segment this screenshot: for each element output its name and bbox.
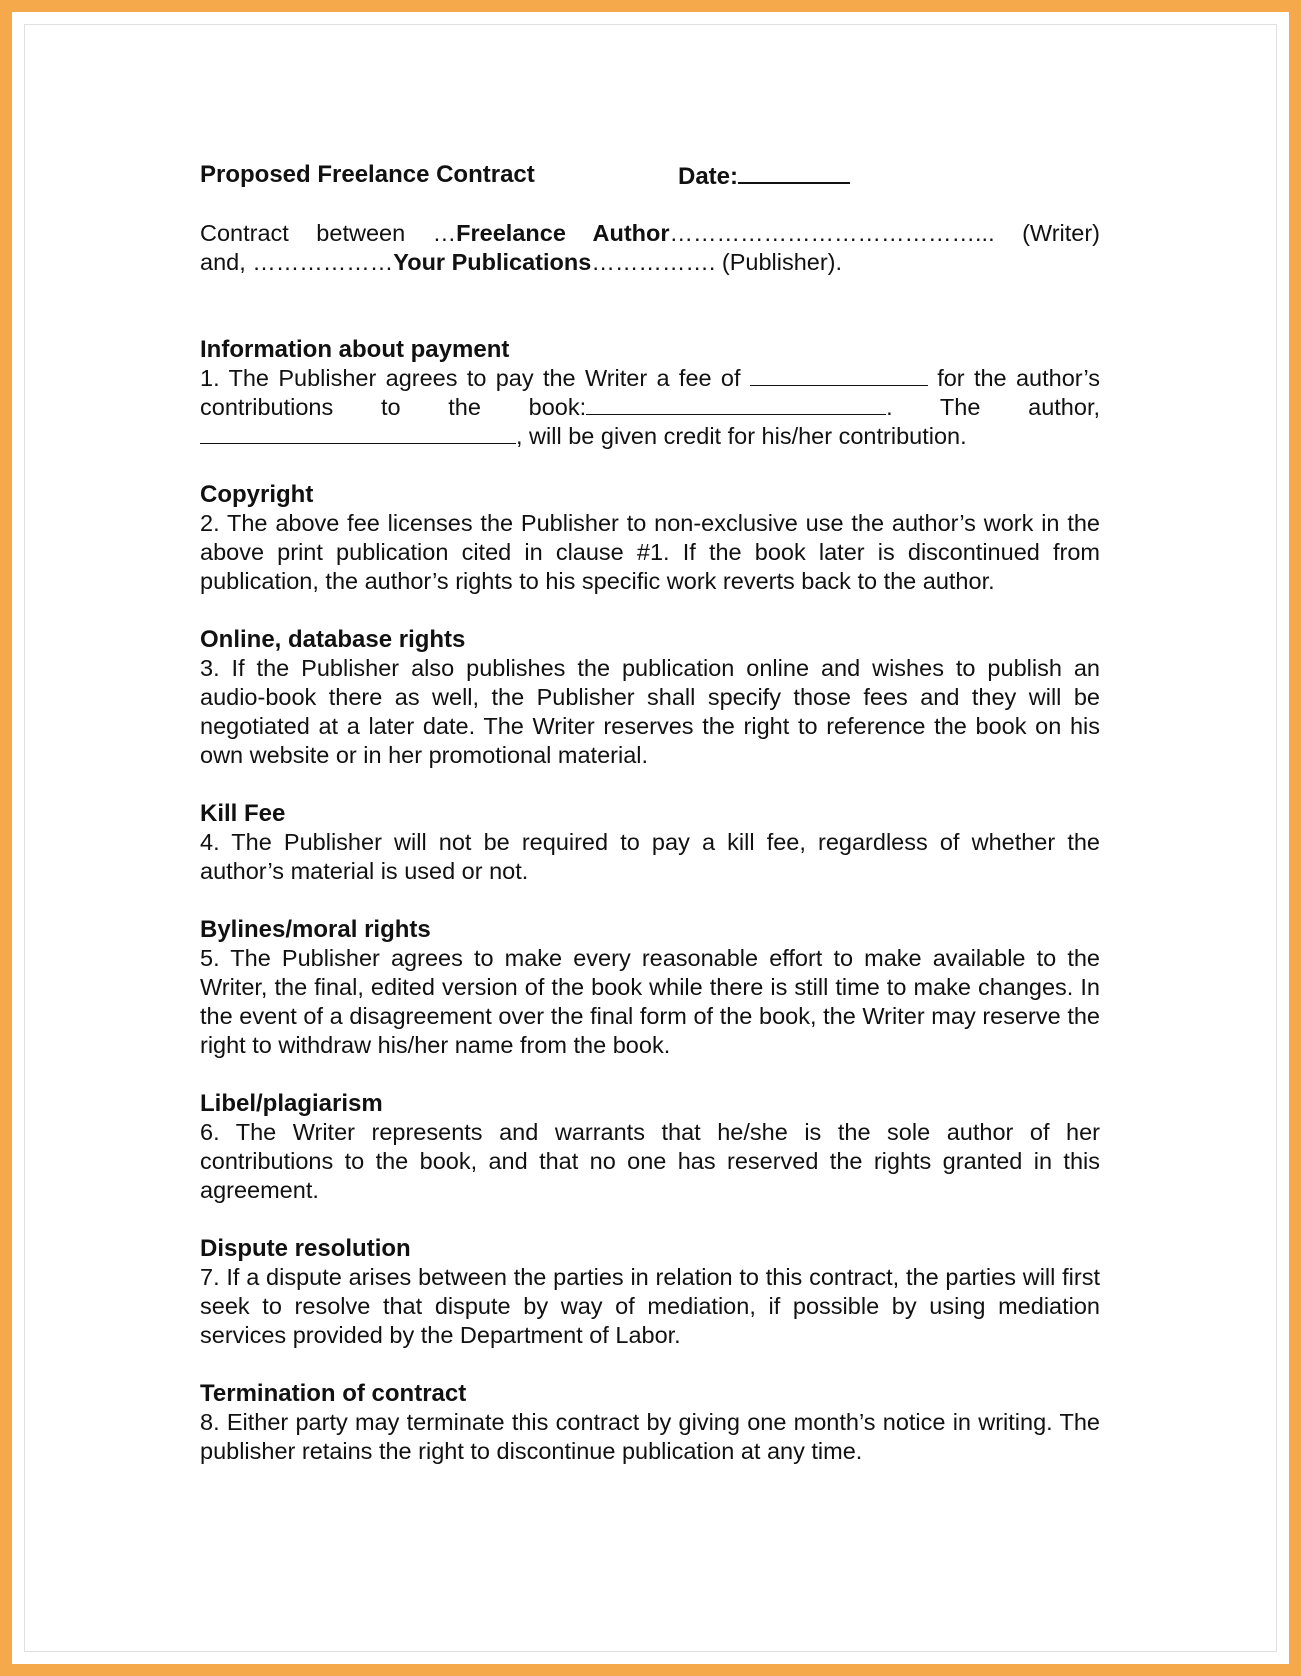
- payment-text-3: . The author,: [886, 394, 1100, 420]
- section-copyright: [200, 480, 1100, 596]
- fee-blank: [750, 365, 928, 386]
- section-body: 6. The Writer represents and warrants that he/she is the sole author of her contributions to the book, and that no one has reserved the rights granted in this agreement.: [200, 1119, 1100, 1203]
- writer-role: (Writer): [1022, 220, 1100, 246]
- section-body: 3. If the Publisher also publishes the publication online and wishes to publish an audio-book there as well, the Publisher shall specify those fees and they will be negotiated at a later date. The Writer reserves the right to reference the book on his own website or in her promotional material.: [200, 655, 1100, 768]
- section-dispute: [200, 1234, 1100, 1350]
- publisher-prefix: and, ………………: [200, 249, 394, 275]
- date-field: [678, 160, 850, 191]
- section-heading: Libel/plagiarism: [200, 1090, 383, 1117]
- section-online-rights: [200, 625, 1100, 770]
- publisher-dots: …………….: [591, 249, 716, 275]
- date-blank: [738, 160, 850, 184]
- section-payment: [200, 335, 1100, 451]
- section-body: 2. The above fee licenses the Publisher to non-exclusive use the author’s work in the above print publication cited in clause #1. If the book later is discontinued from publication, the author’s rights to his specific work reverts back to the author.: [200, 510, 1100, 594]
- parties-line-writer: [200, 219, 1100, 248]
- section-body: 5. The Publisher agrees to make every reasonable effort to make available to the Writer, the final, edited version of the book while there is still time to make changes. In the event of a disagreement over the final form of the book, the Writer may reserve the right to withdraw his/her name from the book.: [200, 945, 1100, 1058]
- section-libel: [200, 1089, 1100, 1205]
- section-heading: Copyright: [200, 481, 314, 508]
- section-kill-fee: [200, 799, 1100, 886]
- section-body: 7. If a dispute arises between the parties in relation to this contract, the parties will first seek to resolve that dispute by way of mediation, if possible by using mediation services provided by the Department of Labor.: [200, 1264, 1100, 1348]
- contract-title: Proposed Freelance Contract: [200, 161, 535, 188]
- section-bylines: [200, 915, 1100, 1060]
- section-heading: Kill Fee: [200, 800, 286, 827]
- payment-text-1: 1. The Publisher agrees to pay the Writer a fee of: [200, 365, 741, 391]
- book-title-blank: [586, 394, 886, 415]
- publisher-name: Your Publications: [393, 249, 592, 275]
- section-termination: [200, 1379, 1100, 1466]
- writer-dots: …………………………………...: [669, 220, 995, 246]
- section-body: [200, 364, 1100, 451]
- payment-text-2: for the author’s contributions to the book:: [200, 365, 1101, 420]
- section-heading: Dispute resolution: [200, 1235, 411, 1262]
- parties-line-publisher: [200, 248, 1100, 277]
- section-heading: Information about payment: [200, 336, 510, 363]
- section-heading: Termination of contract: [200, 1380, 467, 1407]
- author-name-blank: [200, 423, 516, 444]
- parties-prefix: Contract between …: [200, 220, 457, 246]
- section-heading: Online, database rights: [200, 626, 466, 653]
- writer-name: Freelance Author: [456, 220, 670, 246]
- parties-block: [200, 219, 1100, 277]
- section-body: 4. The Publisher will not be required to pay a kill fee, regardless of whether the author’s material is used or not.: [200, 829, 1100, 884]
- contract-document: [200, 160, 1100, 1466]
- section-heading: Bylines/moral rights: [200, 916, 431, 943]
- title-row: [200, 160, 1100, 191]
- section-body: 8. Either party may terminate this contract by giving one month’s notice in writing. The publisher retains the right to discontinue publication at any time.: [200, 1409, 1100, 1464]
- publisher-role: (Publisher).: [721, 249, 843, 275]
- payment-text-4: , will be given credit for his/her contribution.: [516, 423, 967, 449]
- date-label: Date:: [678, 163, 739, 190]
